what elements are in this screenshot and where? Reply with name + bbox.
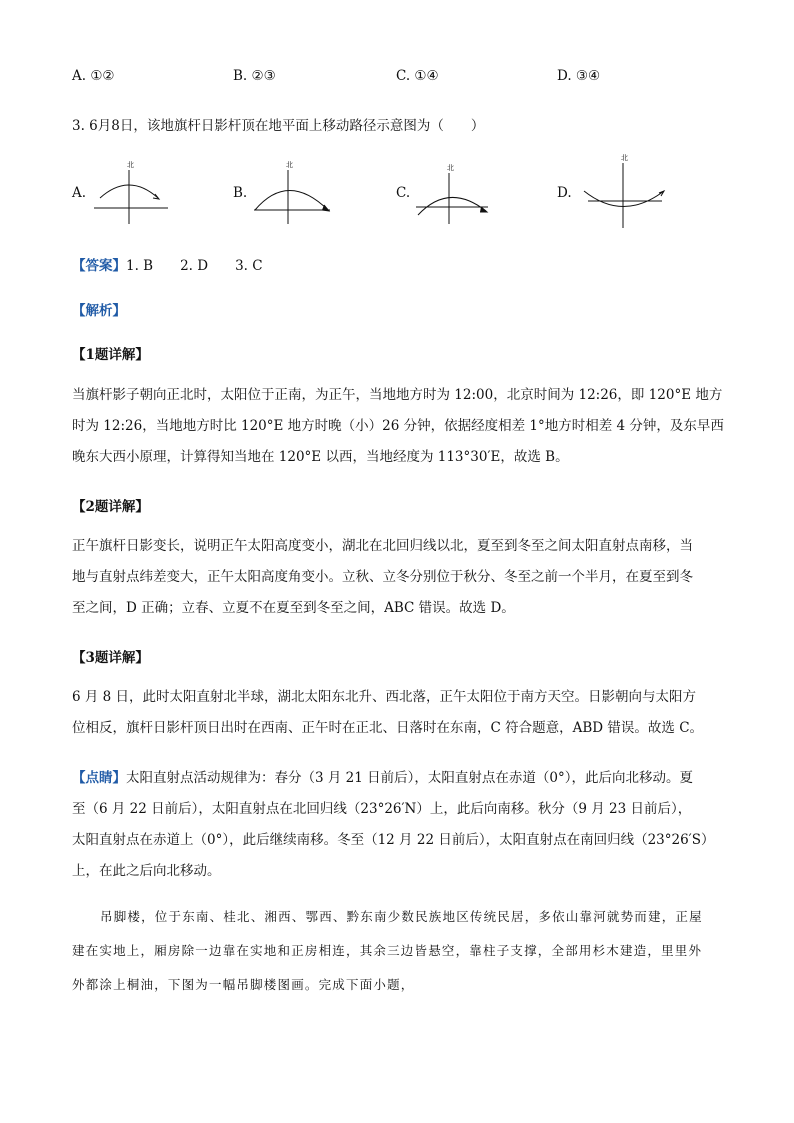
tip-body	[72, 763, 722, 887]
q2-option-a: A. ①②	[72, 68, 115, 84]
answer-label: 【答案】	[72, 258, 126, 274]
q2-option-d: D. ③④	[557, 68, 601, 84]
detail1-body	[72, 380, 722, 473]
detail2-line: 正午旗杆日影变长，说明正午太阳高度变小，湖北在北回归线以北，夏至到冬至之间太阳直射点南移，当	[72, 538, 693, 554]
answer-line	[72, 254, 263, 274]
tip-line: 至（6 月 22 日前后），太阳直射点在北回归线（23°26′N）上，此后向南移。秋分（9 月 23 日前后），	[72, 801, 692, 817]
north-label: 北	[286, 161, 293, 169]
detail1-line: 当旗杆影子朝向正北时，太阳位于正南，为正午，当地地方时为 12:00，北京时间为 12:26，即 120°E 地方	[72, 387, 723, 403]
q3-option-a-label: A.	[72, 185, 87, 201]
tip-line-text: 太阳直射点活动规律为：春分（3 月 21 日前后），太阳直射点在赤道（0°），此后向北移动。夏	[126, 770, 693, 786]
q3-figure-a	[92, 158, 172, 228]
detail1-line: 晚东大西小原理，计算得知当地在 120°E 以西，当地经度为 113°30′E，故选 B。	[72, 449, 569, 465]
passage-line: 吊脚楼，位于东南、桂北、湘西、鄂西、黔东南少数民族地区传统民居，多依山靠河就势而建，正屋	[100, 909, 703, 924]
passage-body	[72, 900, 730, 1002]
answer-text: 1. B 2. D 3. C	[126, 258, 263, 274]
detail3-title: 【3题详解】	[72, 650, 149, 666]
detail2-line: 至之间，D 正确；立春、立夏不在夏至到冬至之间，ABC 错误。故选 D。	[72, 600, 515, 616]
q3-stem: 3. 6月8日，该地旗杆日影杆顶在地平面上移动路径示意图为（ ）	[72, 118, 485, 134]
q3-figure-d	[580, 150, 670, 232]
q3-option-c-label: C.	[396, 185, 411, 201]
detail1-line: 时为 12:26，当地地方时比 120°E 地方时晚（小）26 分钟，依据经度相差 1°地方时相差 4 分钟，及东早西	[72, 418, 724, 434]
tip-line: 上，在此之后向北移动。	[72, 863, 221, 879]
q3-option-b-label: B.	[233, 185, 248, 201]
q3-figure-b	[252, 158, 332, 228]
detail3-line: 位相反，旗杆日影杆顶日出时在西南、正午时在正北、日落时在东南，C 符合题意，ABD 错误。故选 C。	[72, 720, 704, 736]
tip-line: 太阳直射点在赤道上（0°），此后继续南移。冬至（12 月 22 日前后），太阳直射点在南回归线（23°26′S）	[72, 832, 715, 848]
detail2-line: 地与直射点纬差变大，正午太阳高度角变小。立秋、立冬分别位于秋分、冬至之前一个半月，在夏至到冬	[72, 569, 693, 585]
q2-option-c: C. ①④	[396, 68, 439, 84]
detail1-title: 【1题详解】	[72, 347, 149, 363]
north-label: 北	[621, 154, 628, 162]
detail3-body	[72, 682, 722, 744]
detail2-body	[72, 531, 722, 624]
north-label: 北	[447, 164, 454, 172]
q3-figure-c	[414, 158, 494, 228]
q3-option-d-label: D.	[557, 185, 572, 201]
passage-line: 建在实地上，厢房除一边靠在实地和正房相连，其余三边皆悬空，靠柱子支撑，全部用杉木建造，里里外	[72, 943, 703, 958]
analysis-label: 【解析】	[72, 303, 126, 319]
passage-line: 外都涂上桐油，下图为一幅吊脚楼图画。完成下面小题，	[72, 977, 415, 992]
detail3-line: 6 月 8 日，此时太阳直射北半球，湖北太阳东北升、西北落，正午太阳位于南方天空。日影朝向与太阳方	[72, 689, 697, 705]
tip-line	[72, 763, 722, 794]
tip-label: 【点睛】	[72, 770, 126, 786]
q2-option-b: B. ②③	[233, 68, 276, 84]
detail2-title: 【2题详解】	[72, 499, 149, 515]
north-label: 北	[127, 161, 134, 169]
